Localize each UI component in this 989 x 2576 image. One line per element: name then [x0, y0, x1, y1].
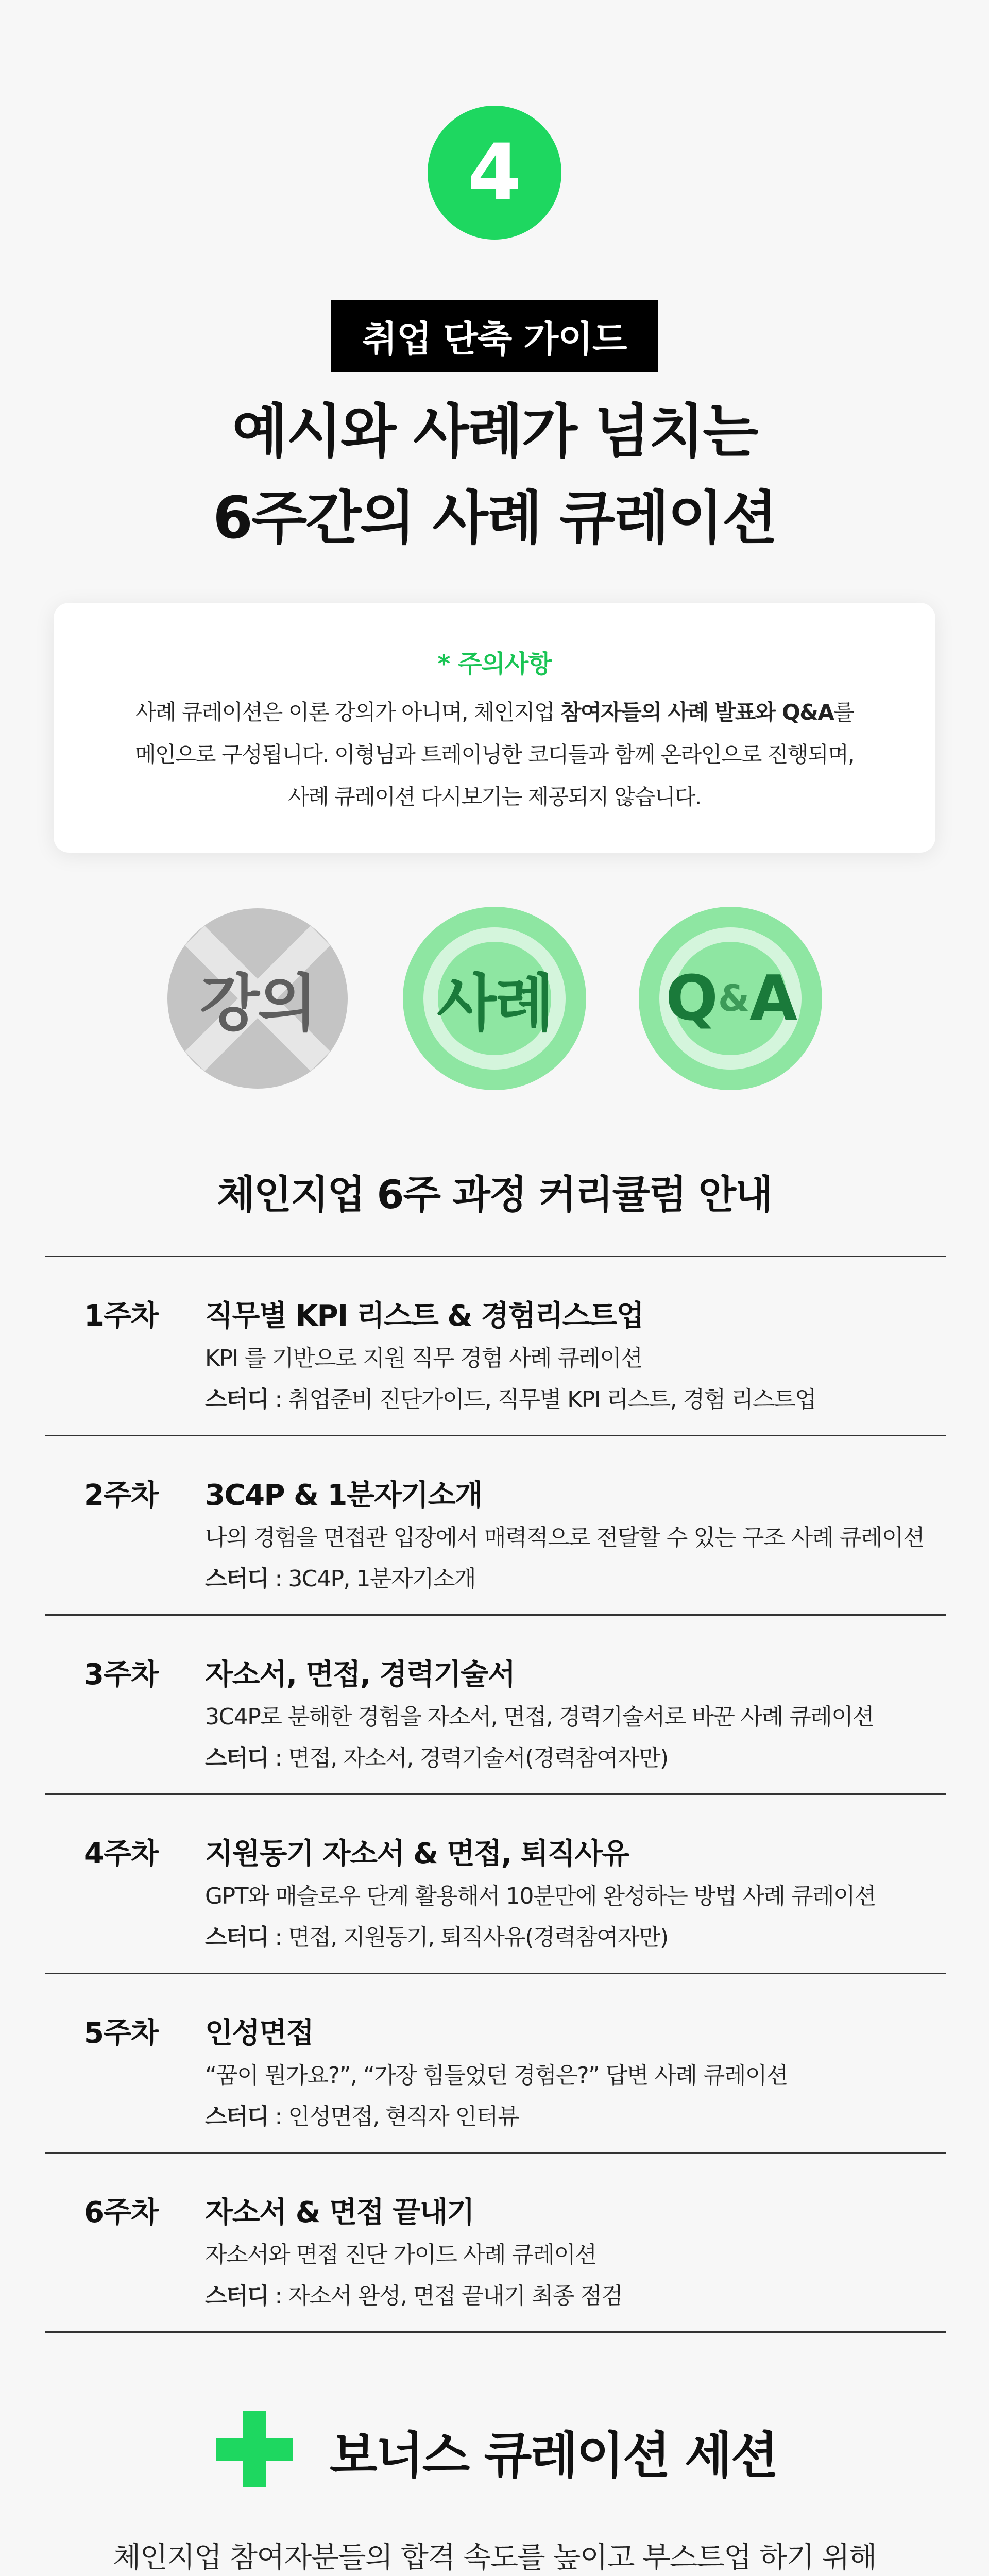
week-desc: 자소서와 면접 진단 가이드 사례 큐레이션 [205, 2242, 596, 2268]
week-row [45, 1257, 946, 1436]
lecture-crossed-icon [165, 906, 350, 1091]
week-label: 6주차 [84, 2196, 159, 2229]
guide-tag: 취업 단축 가이드 [331, 300, 658, 372]
week-study: 스터디 : 면접, 지원동기, 퇴직사유(경력참여자만) [205, 1924, 668, 1951]
week-desc: “꿈이 뭔가요?”, “가장 힘들었던 경험은?” 답변 사례 큐레이션 [205, 2062, 788, 2089]
bonus-desc-line-1: 체인지업 참여자분들의 합격 속도를 높이고 부스트업 하기 위해 [113, 2541, 876, 2574]
week-label: 4주차 [84, 1837, 159, 1871]
week-study: 스터디 : 인성면접, 현직자 인터뷰 [205, 2104, 519, 2130]
week-desc: GPT와 매슬로우 단계 활용해서 10분만에 완성하는 방법 사례 큐레이션 [205, 1883, 876, 1909]
week-study: 스터디 : 면접, 자소서, 경력기술서(경력참여자만) [205, 1745, 668, 1771]
week-title: 자소서, 면접, 경력기술서 [205, 1658, 515, 1691]
headline-line-2: 6주간의 사례 큐레이션 [213, 485, 776, 552]
week-title: 직무별 KPI 리스트 & 경험리스트업 [205, 1299, 644, 1333]
week-label: 2주차 [84, 1479, 159, 1512]
week-row [45, 2154, 946, 2333]
week-row [45, 1436, 946, 1616]
notice-line-1: 사례 큐레이션은 이론 강의가 아니며, 체인지업 참여자들의 사례 발표와 Q&A를 [135, 700, 854, 725]
week-row [45, 1616, 946, 1795]
week-title: 3C4P & 1분자기소개 [205, 1479, 482, 1512]
curriculum-list [45, 1256, 946, 2333]
case-label: 사례 [437, 968, 552, 1040]
notice-card [54, 603, 935, 853]
curriculum-title: 체인지업 6주 과정 커리큘럼 안내 [217, 1172, 772, 1217]
week-desc: KPI 를 기반으로 지원 직무 경험 사례 큐레이션 [205, 1345, 642, 1371]
case-target-icon [402, 906, 587, 1091]
week-title: 인성면접 [205, 2016, 314, 2050]
week-row [45, 1974, 946, 2154]
week-study: 스터디 : 취업준비 진단가이드, 직무별 KPI 리스트, 경험 리스트업 [205, 1386, 816, 1413]
bonus-title: 보너스 큐레이션 세션 [330, 2427, 777, 2484]
week-title: 자소서 & 면접 끝내기 [205, 2196, 474, 2229]
week-label: 1주차 [84, 1299, 159, 1333]
qa-target-icon [638, 906, 823, 1091]
week-label: 5주차 [84, 2016, 159, 2050]
week-title: 지원동기 자소서 & 면접, 퇴직사유 [205, 1837, 629, 1871]
notice-line-3: 사례 큐레이션 다시보기는 제공되지 않습니다. [288, 784, 701, 809]
week-row [45, 1795, 946, 1974]
week-study: 스터디 : 3C4P, 1분자기소개 [205, 1566, 476, 1592]
notice-line-2: 메인으로 구성됩니다. 이형님과 트레이닝한 코디들과 함께 온라인으로 진행되며, [134, 742, 855, 767]
week-desc: 3C4P로 분해한 경험을 자소서, 면접, 경력기술서로 바꾼 사례 큐레이션 [205, 1704, 874, 1730]
headline-line-1: 예시와 사례가 넘치는 [232, 398, 757, 465]
week-label: 3주차 [84, 1658, 159, 1691]
lecture-label: 강의 [200, 968, 315, 1040]
step-number-badge: 4 [428, 106, 561, 240]
notice-title: * 주의사항 [437, 650, 552, 679]
plus-icon [216, 2411, 293, 2487]
week-desc: 나의 경험을 면접관 입장에서 매력적으로 전달할 수 있는 구조 사례 큐레이션 [205, 1524, 924, 1551]
qa-label: Q & A [666, 962, 795, 1035]
week-study: 스터디 : 자소서 완성, 면접 끝내기 최종 점검 [205, 2283, 623, 2309]
